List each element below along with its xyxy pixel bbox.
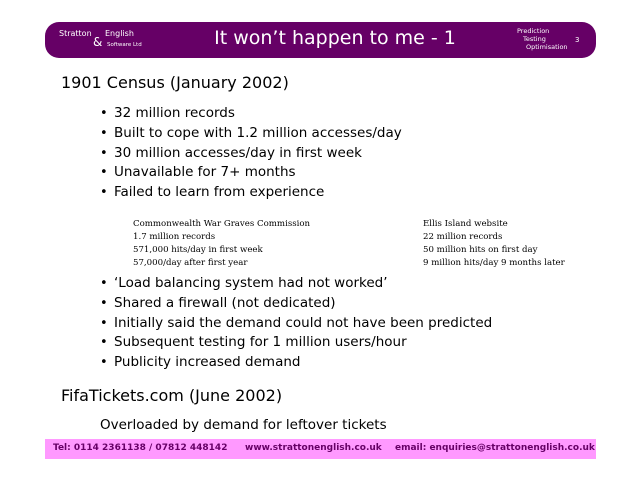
footer-bar	[45, 439, 596, 459]
cwgc-title: Commonwealth War Graves Commission	[133, 219, 311, 229]
list-item: • 30 million accesses/day in first week	[100, 144, 402, 164]
cwgc-reference	[133, 218, 310, 270]
list-item: • ‘Load balancing system had not worked’	[100, 274, 492, 294]
slide-title: It won’t happen to me - 1	[214, 27, 456, 49]
page-number: 3	[575, 36, 580, 44]
nav-optimisation: Optimisation	[526, 43, 568, 51]
topic-nav	[515, 27, 568, 51]
company-logo	[59, 29, 159, 53]
footer-email-link[interactable]: email: enquiries@strattonenglish.co.uk	[395, 443, 595, 453]
header-banner	[45, 22, 596, 58]
list-item: • Initially said the demand could not have been predicted	[100, 314, 492, 334]
census-heading: 1901 Census (January 2002)	[61, 73, 289, 92]
nav-prediction: Prediction	[517, 27, 550, 35]
fifa-heading: FifaTickets.com (June 2002)	[61, 386, 283, 405]
list-item: • Subsequent testing for 1 million users/hour	[100, 333, 492, 353]
ellis-records: 22 million records	[423, 232, 503, 242]
logo-ampersand: &	[93, 35, 103, 49]
fifa-text: Overloaded by demand for leftover tickets	[100, 417, 387, 433]
cwgc-first-week: 571,000 hits/day in first week	[133, 245, 263, 255]
ellis-first-day: 50 million hits on first day	[423, 245, 538, 255]
logo-line-stratton: Stratton	[59, 29, 92, 38]
footer-phone: Tel: 0114 2361138 / 07812 448142	[53, 443, 228, 453]
list-item: • Unavailable for 7+ months	[100, 163, 402, 183]
logo-line-software: Software Ltd	[107, 42, 142, 48]
logo-line-english: English	[105, 29, 134, 38]
cwgc-after-year: 57,000/day after first year	[133, 258, 248, 268]
census-findings-list	[100, 274, 492, 373]
list-item: • 32 million records	[100, 104, 402, 124]
list-item: • Shared a firewall (not dedicated)	[100, 294, 492, 314]
ellis-later: 9 million hits/day 9 months later	[423, 258, 565, 268]
footer-website-link[interactable]: www.strattonenglish.co.uk	[245, 443, 382, 453]
census-bullet-list	[100, 104, 402, 203]
nav-testing: Testing	[523, 35, 546, 43]
list-item: • Failed to learn from experience	[100, 183, 402, 203]
cwgc-records: 1.7 million records	[133, 232, 216, 242]
ellis-reference	[423, 218, 565, 270]
list-item: • Built to cope with 1.2 million accesses/day	[100, 124, 402, 144]
list-item: • Publicity increased demand	[100, 353, 492, 373]
ellis-title: Ellis Island website	[423, 219, 508, 229]
